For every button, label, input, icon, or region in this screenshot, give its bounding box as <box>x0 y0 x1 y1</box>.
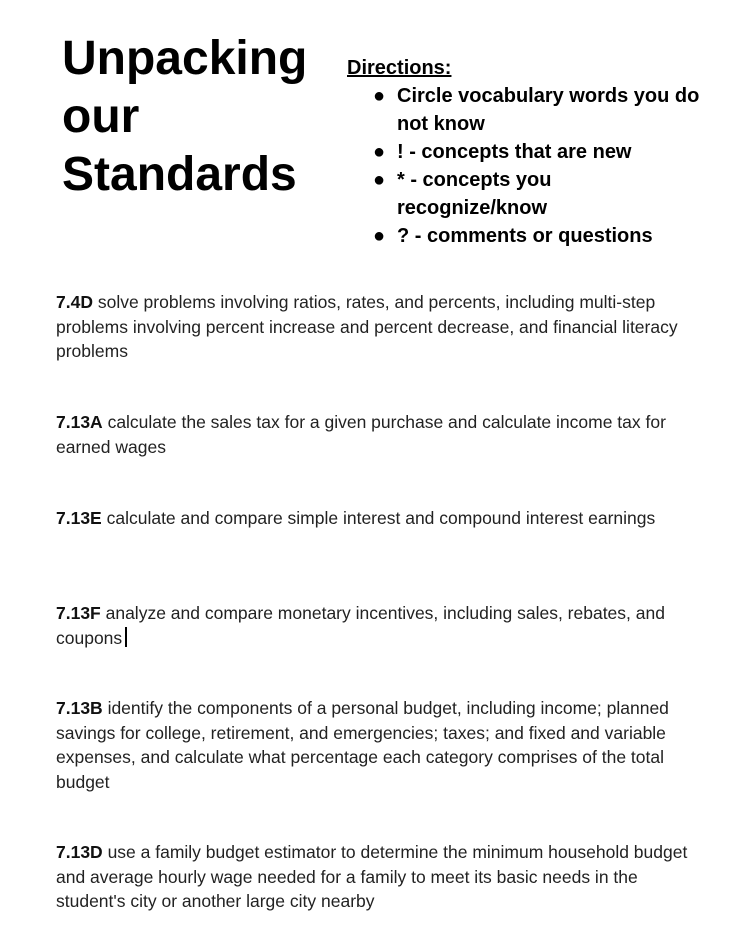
standard-text: calculate the sales tax for a given purchase and calculate income tax for earned wages <box>56 412 666 457</box>
standard-code: 7.13B <box>56 698 103 718</box>
standard-code: 7.4D <box>56 292 93 312</box>
directions-item-text: * - concepts you recognize/know <box>397 169 552 219</box>
directions-item <box>347 222 707 250</box>
standard-paragraph[interactable] <box>56 840 706 914</box>
standard-paragraph[interactable] <box>56 601 706 650</box>
title-line-1: Unpacking <box>62 32 308 85</box>
standard-code: 7.13D <box>56 842 103 862</box>
bullet-icon: ● <box>373 225 386 247</box>
standard-code: 7.13A <box>56 412 103 432</box>
directions-heading: Directions: <box>347 57 452 79</box>
directions-box <box>347 56 707 250</box>
standard-code: 7.13F <box>56 603 101 623</box>
directions-item <box>347 166 707 222</box>
directions-item <box>347 82 707 138</box>
standard-text: solve problems involving ratios, rates, and percents, including multi-step problems involving percent increase and percent decrease, and financial literacy problems <box>56 292 678 361</box>
page-title <box>62 30 332 204</box>
directions-list <box>347 82 707 250</box>
text-cursor <box>125 627 127 647</box>
title-line-2: our <box>62 90 140 143</box>
bullet-icon: ● <box>373 141 386 163</box>
standard-text: use a family budget estimator to determine the minimum household budget and average hourly wage needed for a family to meet its basic needs in the student's city or another large city nearby <box>56 842 688 911</box>
standard-paragraph[interactable] <box>56 290 706 364</box>
standard-paragraph[interactable] <box>56 410 706 459</box>
directions-item-text: Circle vocabulary words you do not know <box>397 85 700 135</box>
standard-paragraph[interactable] <box>56 696 706 794</box>
directions-item-text: ! - concepts that are new <box>397 141 632 163</box>
title-line-3: Standards <box>62 148 297 201</box>
bullet-icon: ● <box>373 169 386 191</box>
standard-code: 7.13E <box>56 508 102 528</box>
bullet-icon: ● <box>373 85 386 107</box>
standard-text: analyze and compare monetary incentives, including sales, rebates, and coupons <box>56 603 665 648</box>
standard-text: identify the components of a personal budget, including income; planned savings for college, retirement, and emergencies; taxes; and fixed and variable expenses, and calculate what percentage each category comprises of the total budget <box>56 698 669 792</box>
standard-paragraph[interactable] <box>56 506 706 531</box>
directions-item <box>347 138 707 166</box>
standard-text: calculate and compare simple interest and compound interest earnings <box>101 508 656 528</box>
directions-item-text: ? - comments or questions <box>397 225 653 247</box>
